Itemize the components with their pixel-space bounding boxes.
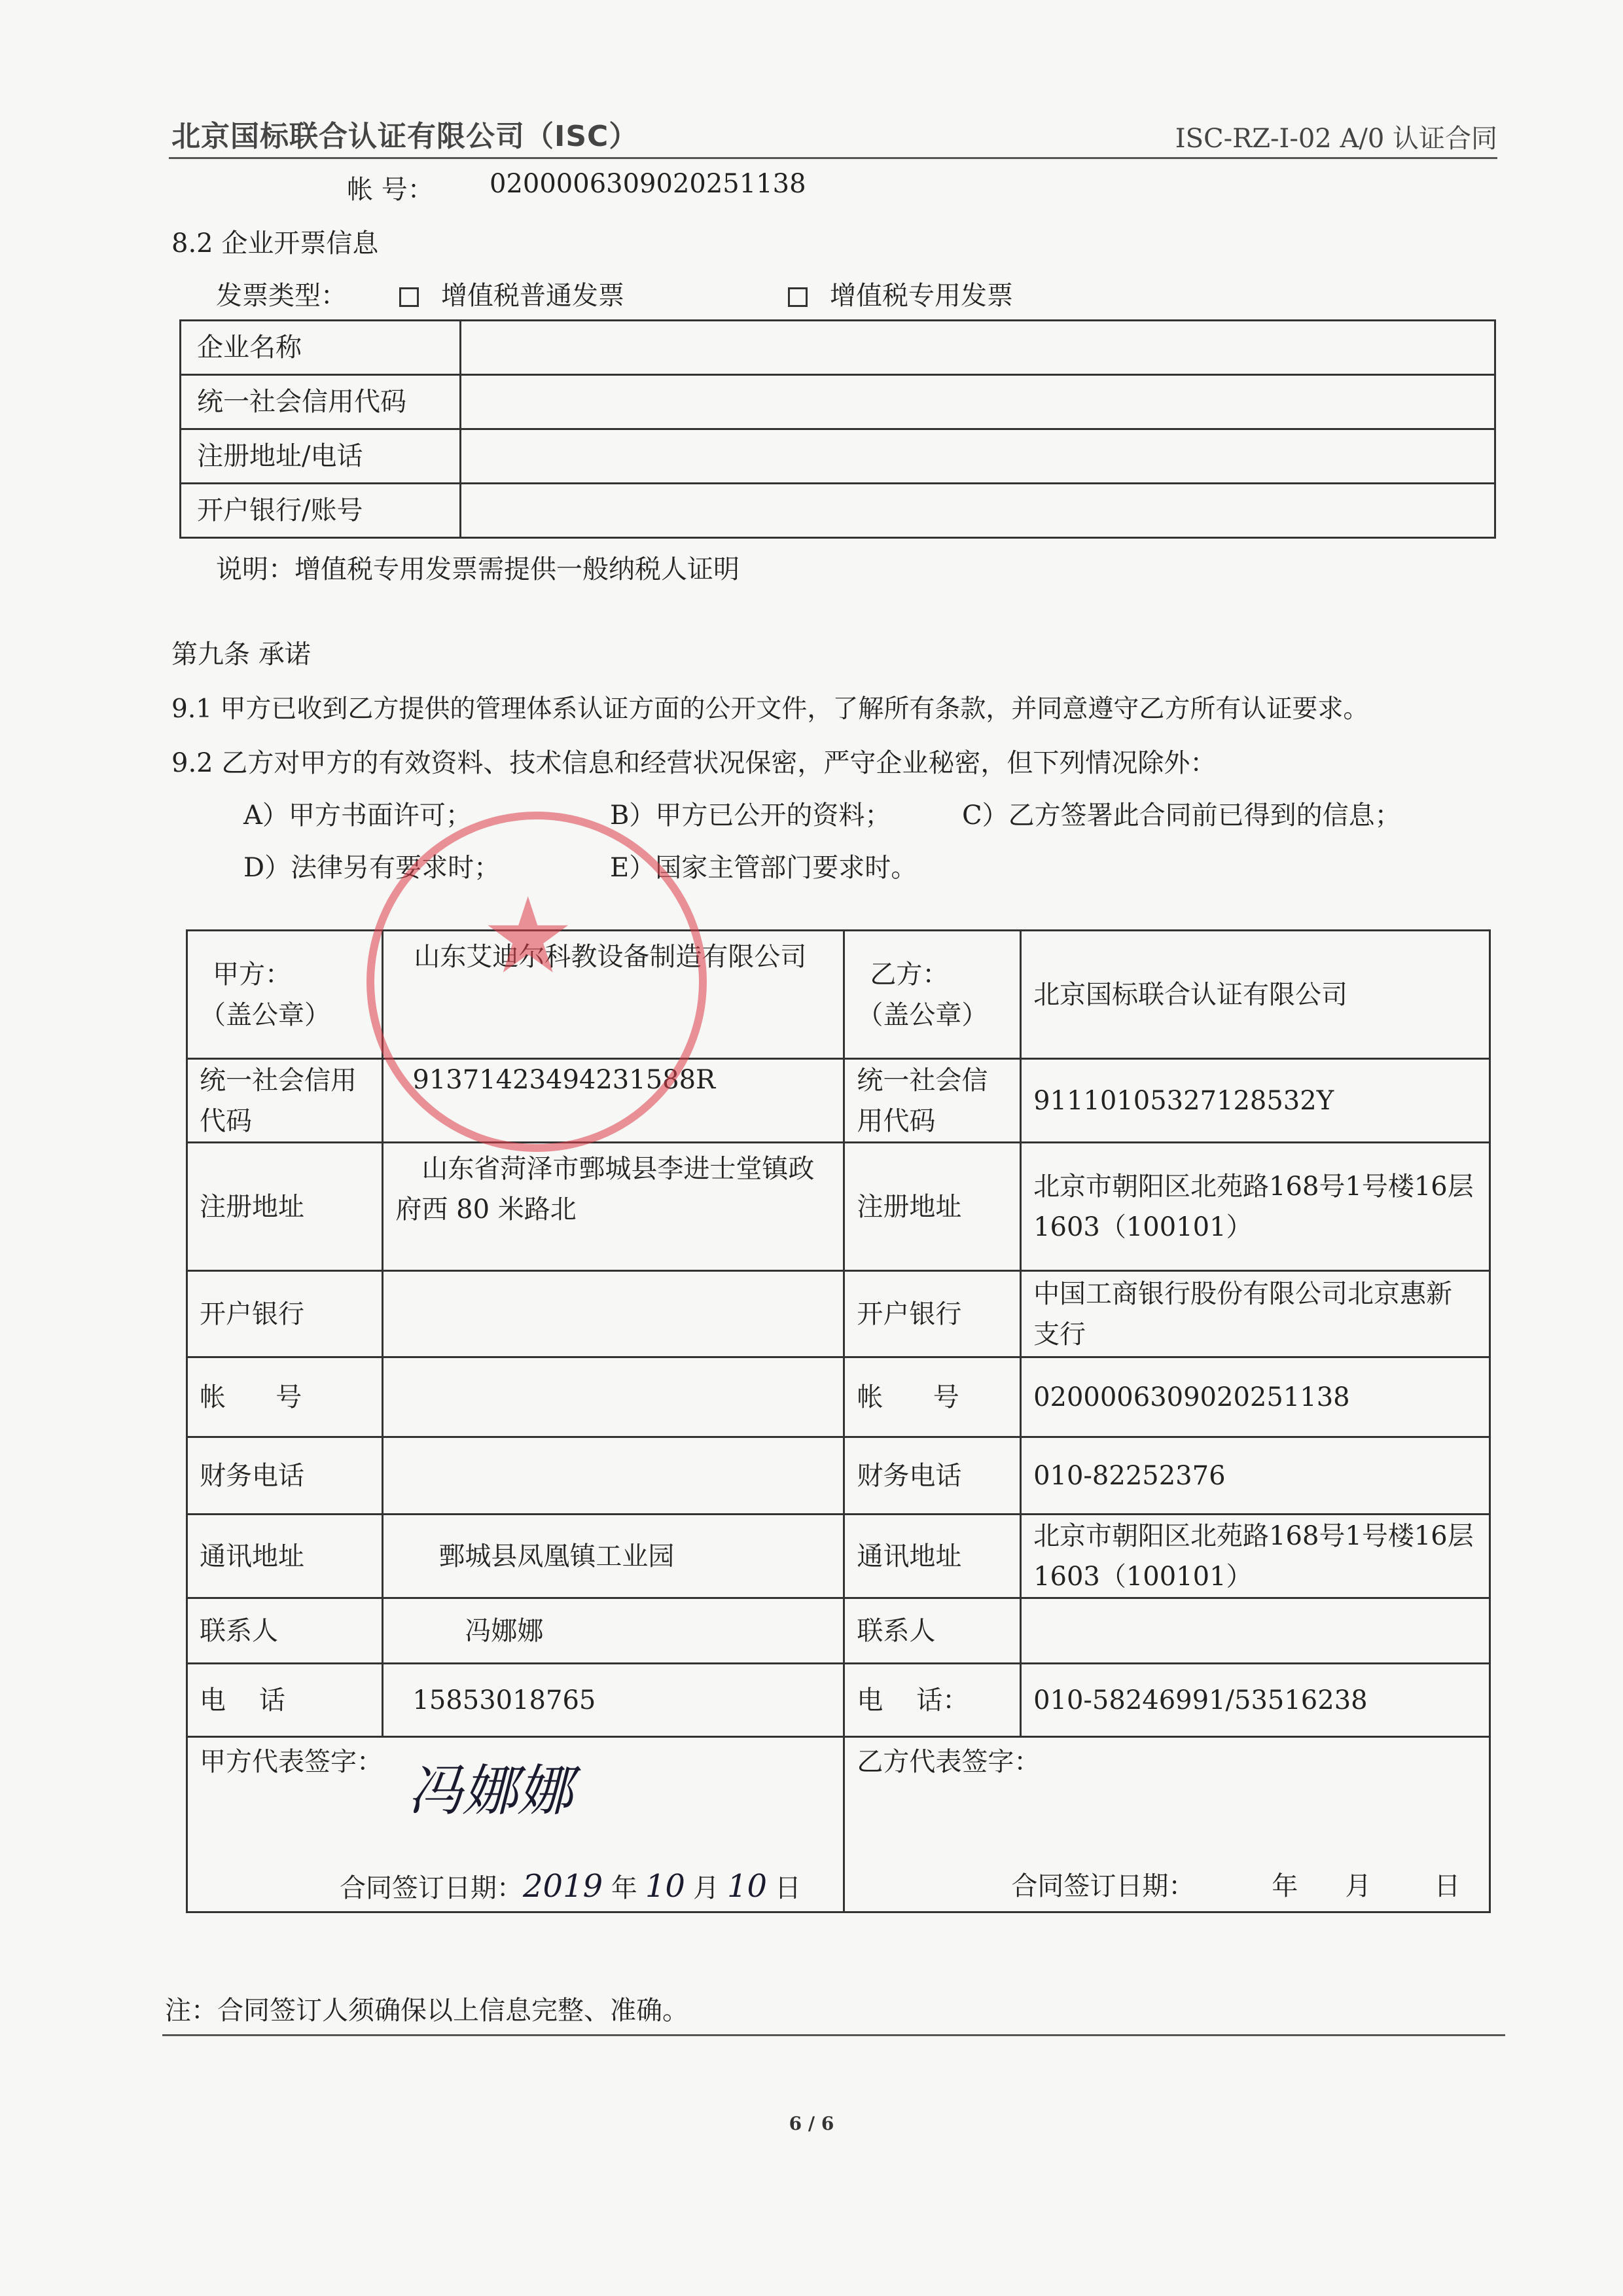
party-a-account: [383, 1357, 844, 1437]
bank-label-a: 开户银行: [187, 1271, 383, 1357]
mail-address-label-b: 通讯地址: [844, 1515, 1021, 1598]
document-code: ISC-RZ-I-02 A/0 认证合同: [1175, 124, 1497, 154]
article-9-title: 第九条 承诺: [171, 639, 311, 670]
party-a-year: 2019: [523, 1868, 603, 1905]
credit-code-label-b: 统一社会信用代码: [844, 1059, 1021, 1143]
bank-label-b: 开户银行: [844, 1271, 1021, 1357]
article-9-1: 9.1 甲方已收到乙方提供的管理体系认证方面的公开文件，了解所有条款，并同意遵守乙方所有认证要求。: [171, 694, 1369, 724]
exception-d: D）法律另有要求时；: [243, 853, 501, 883]
month-char-a: 月: [692, 1873, 719, 1903]
party-a-name-text: 山东艾迪尔科教设备制造有限公司: [414, 942, 807, 972]
invoice-option-general[interactable]: [399, 275, 624, 312]
party-a-signature: 冯娜娜: [408, 1759, 573, 1823]
table-row: [187, 1143, 1490, 1271]
finance-phone-label-a: 财务电话: [187, 1437, 383, 1515]
checkbox-general[interactable]: [399, 287, 419, 307]
party-a-seal-note: （盖公章）: [200, 999, 330, 1030]
account-label: 帐 号：: [347, 175, 434, 205]
day-char-b: 日: [1434, 1871, 1461, 1901]
bank-account-field[interactable]: [461, 484, 1495, 538]
party-a-finance-phone: [383, 1437, 844, 1515]
footer-divider: [162, 2034, 1505, 2036]
checkbox-special[interactable]: [788, 287, 808, 307]
party-b-bank: 中国工商银行股份有限公司北京惠新支行: [1021, 1271, 1490, 1357]
address-phone-field[interactable]: [461, 429, 1495, 484]
invoice-info-table: [179, 319, 1496, 539]
exception-e: E）国家主管部门要求时。: [610, 853, 918, 883]
year-char-a: 年: [611, 1873, 637, 1903]
invoice-option-special[interactable]: [788, 275, 1013, 312]
table-row: [187, 1437, 1490, 1515]
party-a-contact: 冯娜娜: [383, 1598, 844, 1664]
party-a-date: [340, 1866, 801, 1909]
exception-a: A）甲方书面许可；: [243, 800, 472, 831]
party-b-phone: 010-58246991/53516238: [1021, 1664, 1490, 1737]
party-b-sign-label: 乙方代表签字：: [857, 1747, 1041, 1777]
seal-star-icon: ★: [481, 874, 575, 997]
party-a-credit-code: 91371423494231588R: [383, 1059, 844, 1143]
party-b-title: 乙方：: [870, 959, 949, 990]
party-a-month: 10: [645, 1868, 685, 1905]
table-row: [181, 375, 1495, 429]
credit-code-label-a: 统一社会信用代码: [187, 1059, 383, 1143]
page-number: 6 / 6: [789, 2113, 834, 2134]
row-label-credit-code: 统一社会信用代码: [181, 375, 461, 429]
article-9-2: 9.2 乙方对甲方的有效资料、技术信息和经营状况保密，严守企业秘密，但下列情况除外：: [171, 748, 1217, 778]
table-row: [181, 429, 1495, 484]
row-label-address-phone: 注册地址/电话: [181, 429, 461, 484]
address-label-b: 注册地址: [844, 1143, 1021, 1271]
exception-b: B）甲方已公开的资料；: [610, 800, 891, 831]
table-row: [187, 1515, 1490, 1598]
party-b-account: 0200006309020251138: [1021, 1357, 1490, 1437]
table-row: [187, 1059, 1490, 1143]
invoice-type-label: 发票类型：: [216, 281, 347, 311]
party-b-credit-code: 91110105327128532Y: [1021, 1059, 1490, 1143]
party-b-address: 北京市朝阳区北苑路168号1号楼16层1603（100101）: [1021, 1143, 1490, 1271]
date-label-b: 合同签订日期：: [1011, 1871, 1195, 1901]
account-label-b: 帐 号: [844, 1357, 1021, 1437]
phone-label-b: 电 话：: [844, 1664, 1021, 1737]
table-row: [187, 1737, 1490, 1912]
company-name-field[interactable]: [461, 321, 1495, 375]
contact-label-b: 联系人: [844, 1598, 1021, 1664]
address-label-a: 注册地址: [187, 1143, 383, 1271]
table-row: [187, 1271, 1490, 1357]
account-value: 0200006309020251138: [490, 169, 806, 199]
account-label-a: 帐 号: [187, 1357, 383, 1437]
party-b-seal-note: （盖公章）: [857, 999, 988, 1030]
month-char-b: 月: [1345, 1871, 1372, 1901]
invoice-note: 说明：增值税专用发票需提供一般纳税人证明: [216, 554, 740, 584]
party-b-date: [1011, 1866, 1460, 1907]
option-general-label: 增值税普通发票: [441, 281, 624, 311]
option-special-label: 增值税专用发票: [830, 281, 1013, 311]
party-a-title: 甲方：: [213, 959, 291, 990]
party-b-signature-block: [844, 1737, 1490, 1912]
party-b-contact: [1021, 1598, 1490, 1664]
contact-label-a: 联系人: [187, 1598, 383, 1664]
table-row: [181, 321, 1495, 375]
party-b-label: [844, 931, 1021, 1059]
footer-note: 注：合同签订人须确保以上信息完整、准确。: [165, 1996, 688, 2026]
party-a-phone: 15853018765: [383, 1664, 844, 1737]
table-row: [187, 1357, 1490, 1437]
parties-table: [186, 929, 1491, 1913]
day-char-a: 日: [775, 1873, 802, 1903]
date-label-a: 合同签订日期：: [340, 1873, 523, 1903]
party-b-name: 北京国标联合认证有限公司: [1021, 931, 1490, 1059]
party-a-sign-label: 甲方代表签字：: [200, 1747, 383, 1777]
finance-phone-label-b: 财务电话: [844, 1437, 1021, 1515]
year-char-b: 年: [1272, 1871, 1298, 1901]
table-row: [187, 1664, 1490, 1737]
row-label-bank-account: 开户银行/账号: [181, 484, 461, 538]
party-b-mail-address: 北京市朝阳区北苑路168号1号楼16层1603（100101）: [1021, 1515, 1490, 1598]
party-a-address: 山东省菏泽市鄄城县李进士堂镇政府西 80 米路北: [383, 1143, 844, 1271]
table-row: [181, 484, 1495, 538]
party-a-label: [187, 931, 383, 1059]
table-row: [187, 1598, 1490, 1664]
party-a-bank: [383, 1271, 844, 1357]
credit-code-field[interactable]: [461, 375, 1495, 429]
row-label-company: 企业名称: [181, 321, 461, 375]
party-a-mail-address: 鄄城县凤凰镇工业园: [383, 1515, 844, 1598]
exception-c: C）乙方签署此合同前已得到的信息；: [962, 800, 1401, 831]
party-a-signature-block: [187, 1737, 844, 1912]
header-divider: [169, 157, 1497, 159]
mail-address-label-a: 通讯地址: [187, 1515, 383, 1598]
phone-label-a: 电 话: [187, 1664, 383, 1737]
section-8-2-title: 8.2 企业开票信息: [171, 228, 379, 259]
company-header: 北京国标联合认证有限公司（ISC）: [171, 120, 639, 153]
party-b-finance-phone: 010-82252376: [1021, 1437, 1490, 1515]
party-a-day: 10: [726, 1868, 768, 1905]
